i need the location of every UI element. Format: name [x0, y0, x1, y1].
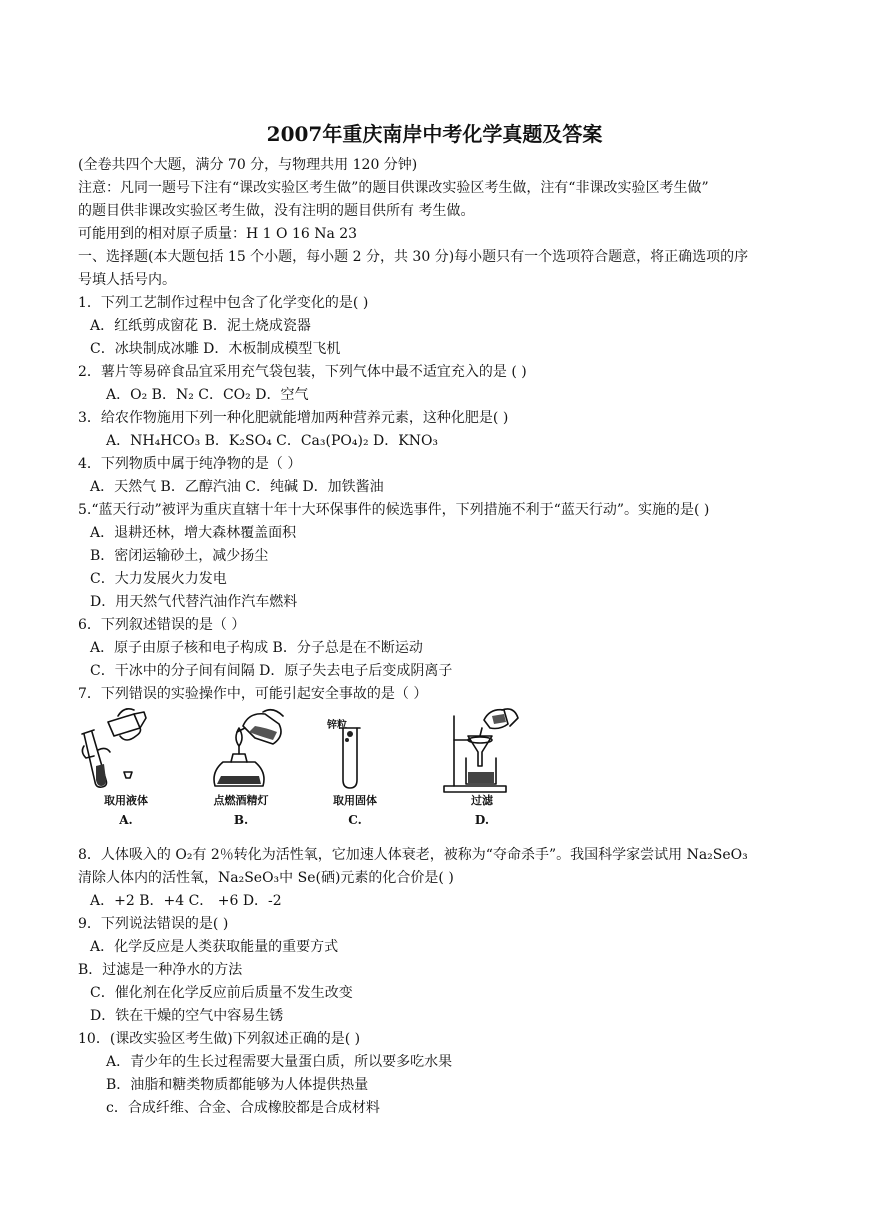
- text-line: 清除人体内的活性氧，Na₂SeO₃中 Se(硒)元素的化合价是( ): [78, 870, 454, 886]
- text-line: (全卷共四个大题，满分 70 分，与物理共用 120 分钟): [78, 157, 418, 173]
- figure-letter: A.: [119, 813, 133, 827]
- page-title: 2007年重庆南岸中考化学真题及答案: [266, 122, 603, 146]
- text-line: 10．(课改实验区考生做)下列叙述正确的是( ): [78, 1031, 361, 1047]
- text-line: A．NH₄HCO₃ B．K₂SO₄ C．Ca₃(PO₄)₂ D．KNO₃: [106, 433, 439, 449]
- alcohol-lamp-illustration: [193, 706, 289, 796]
- text-line: A．青少年的生长过程需要大量蛋白质，所以要多吃水果: [106, 1054, 453, 1070]
- text-line: B．油脂和糖类物质都能够为人体提供热量: [106, 1077, 369, 1093]
- text-line: 8．人体吸入的 O₂有 2％转化为活性氧，它加速人体衰老，被称为“夺命杀手”。我国科学家尝试用 Na₂SeO₃: [78, 847, 748, 863]
- figure-letter: C.: [348, 813, 362, 827]
- figure-a: [78, 706, 174, 834]
- text-line: C．干冰中的分子间有间隔 D．原子失去电子后变成阴离子: [90, 663, 453, 679]
- text-line: B．过滤是一种净水的方法: [78, 962, 243, 978]
- figure-letter: B.: [233, 813, 249, 827]
- text-line: 4．下列物质中属于纯净物的是（ ）: [78, 456, 302, 472]
- text-line: C．冰块制成冰雕 D．木板制成模型飞机: [90, 341, 341, 357]
- text-line: A．+2 B．+4 C． +6 D．-2: [90, 893, 282, 909]
- lab-figures: [78, 706, 518, 834]
- text-line: A．天然气 B．乙醇汽油 C．纯碱 D．加铁酱油: [90, 479, 384, 495]
- text-line: C．大力发展火力发电: [90, 571, 227, 587]
- text-line: 2．薯片等易碎食品宜采用充气袋包装，下列气体中最不适宜充入的是 ( ): [78, 364, 527, 380]
- pour-liquid-illustration: [78, 706, 174, 796]
- text-line: 9．下列说法错误的是( ): [78, 916, 229, 932]
- text-line: A．化学反应是人类获取能量的重要方式: [90, 939, 339, 955]
- text-line: A．原子由原子核和电子构成 B．分子总是在不断运动: [90, 640, 423, 656]
- zinc-label: 锌粒: [327, 720, 347, 731]
- figure-b: [193, 706, 289, 834]
- text-line: 3．给农作物施用下列一种化肥就能增加两种营养元素，这种化肥是( ): [78, 410, 509, 426]
- text-line: 6．下列叙述错误的是（ ）: [78, 617, 246, 633]
- text-line: c．合成纤维、合金、合成橡胶都是合成材料: [106, 1100, 380, 1116]
- text-line: 可能用到的相对原子质量：H 1 O 16 Na 23: [78, 226, 358, 242]
- solid-tube-illustration: [307, 706, 403, 796]
- figure-caption: 取用固体: [333, 794, 377, 807]
- text-line: D．铁在干燥的空气中容易生锈: [90, 1008, 284, 1024]
- figure-caption: 过滤: [471, 794, 493, 807]
- text-line: C．催化剂在化学反应前后质量不发生改变: [90, 985, 353, 1001]
- text-line: 注意：凡同一题号下注有“课改实验区考生做”的题目供课改实验区考生做，注有“非课改实验区考生做”: [78, 180, 709, 196]
- text-line: D．用天然气代替汽油作汽车燃料: [90, 594, 298, 610]
- filtration-illustration: [434, 706, 530, 796]
- text-line: A．O₂ B．N₂ C．CO₂ D．空气: [106, 387, 309, 403]
- text-line: A．退耕还林，增大森林覆盖面积: [90, 525, 297, 541]
- text-line: B．密闭运输砂土，减少扬尘: [90, 548, 269, 564]
- figure-d: [434, 706, 530, 834]
- text-line: 号填人括号内。: [78, 272, 176, 288]
- figure-caption: 取用液体: [104, 794, 148, 807]
- text-line: 5.“蓝天行动”被评为重庆直辖十年十大环保事件的候选事件，下列措施不利于“蓝天行动”。实施的是( ): [78, 502, 710, 518]
- text-line: 一、选择题(本大题包括 15 个小题，每小题 2 分，共 30 分)每小题只有一个选项符合题意，将正确选项的序: [78, 249, 749, 265]
- text-line: 1．下列工艺制作过程中包含了化学变化的是( ): [78, 295, 369, 311]
- figure-c: [307, 706, 403, 834]
- figure-letter: D.: [474, 813, 490, 827]
- text-line: 7．下列错误的实验操作中，可能引起安全事故的是（ ）: [78, 686, 428, 702]
- text-line: A．红纸剪成窗花 B．泥土烧成瓷器: [90, 318, 311, 334]
- text-line: 的题目供非课改实验区考生做，没有注明的题目供所有 考生做。: [78, 203, 475, 219]
- figure-caption: 点燃酒精灯: [213, 794, 269, 807]
